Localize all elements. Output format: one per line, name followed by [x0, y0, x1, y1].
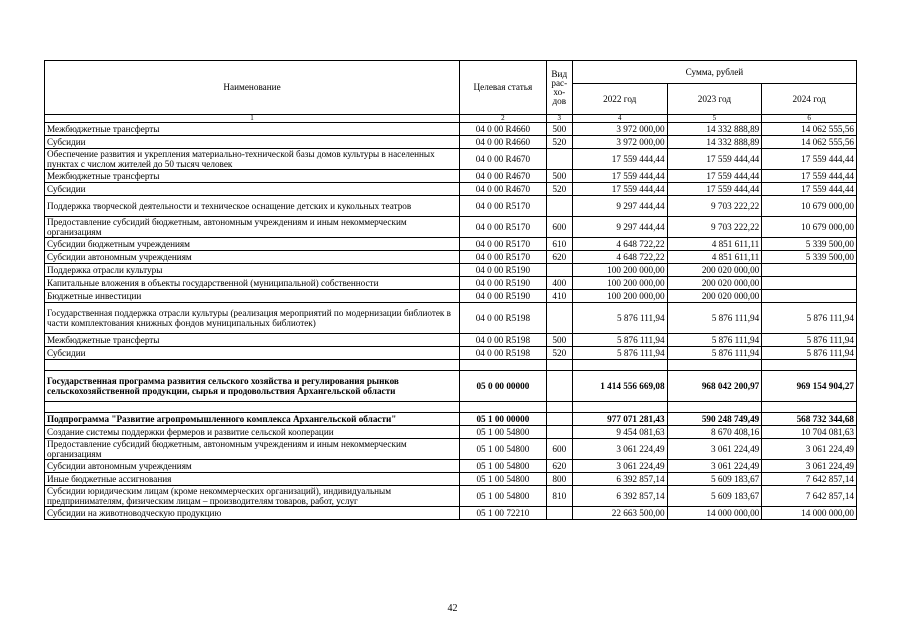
- empty-cell: [546, 402, 572, 413]
- row-target-article: 04 0 00 R5170: [460, 217, 547, 238]
- row-name: Субсидии: [45, 136, 460, 149]
- row-sum-2022: 977 071 281,43: [572, 413, 667, 426]
- row-sum-2022: 3 061 224,49: [572, 439, 667, 460]
- row-sum-2022: 5 876 111,94: [572, 303, 667, 334]
- row-name: Иные бюджетные ассигнования: [45, 473, 460, 486]
- row-target-article: 05 0 00 00000: [460, 371, 547, 402]
- row-name: Субсидии юридическим лицам (кроме некоммерческих организаций), индивидуальным предпринимателям, физическим лицам – производителям товаров, работ, услуг: [45, 486, 460, 507]
- column-index: 6: [762, 115, 857, 123]
- row-sum-2023: 17 559 444,44: [667, 183, 762, 196]
- row-target-article: 05 1 00 00000: [460, 413, 547, 426]
- row-sum-2022: 9 297 444,44: [572, 217, 667, 238]
- row-sum-2022: 17 559 444,44: [572, 149, 667, 170]
- row-name: Предоставление субсидий бюджетным, автономным учреждениям и иным некоммерческим организациям: [45, 217, 460, 238]
- row-sum-2024: 10 679 000,00: [762, 217, 857, 238]
- row-name: Создание системы поддержки фермеров и развитие сельской кооперации: [45, 426, 460, 439]
- row-target-article: 04 0 00 R5190: [460, 277, 547, 290]
- row-sum-2022: 3 061 224,49: [572, 460, 667, 473]
- row-name: Межбюджетные трансферты: [45, 170, 460, 183]
- spacer-row: [45, 402, 857, 413]
- row-sum-2024: 5 339 500,00: [762, 238, 857, 251]
- header-name: Наименование: [45, 61, 460, 115]
- row-expense-type: [546, 303, 572, 334]
- row-name: Государственная поддержка отрасли культуры (реализация мероприятий по модернизации библиотек в части комплектования книжных фондов муниципальных библиотек): [45, 303, 460, 334]
- row-sum-2023: 8 670 408,16: [667, 426, 762, 439]
- row-sum-2024: 3 061 224,49: [762, 460, 857, 473]
- row-expense-type: 410: [546, 290, 572, 303]
- row-target-article: 04 0 00 R5198: [460, 334, 547, 347]
- row-sum-2023: 590 248 749,49: [667, 413, 762, 426]
- row-target-article: 05 1 00 54800: [460, 426, 547, 439]
- row-name: Капитальные вложения в объекты государственной (муниципальной) собственности: [45, 277, 460, 290]
- row-sum-2024: 10 679 000,00: [762, 196, 857, 217]
- row-expense-type: 600: [546, 439, 572, 460]
- header-year-2024: 2024 год: [762, 84, 857, 115]
- table-row: [45, 439, 857, 460]
- row-expense-type: 810: [546, 486, 572, 507]
- row-target-article: 05 1 00 72210: [460, 507, 547, 520]
- column-index: 5: [667, 115, 762, 123]
- column-index: 2: [460, 115, 547, 123]
- row-sum-2023: 3 061 224,49: [667, 460, 762, 473]
- row-sum-2024: 5 876 111,94: [762, 303, 857, 334]
- table-row: [45, 123, 857, 136]
- empty-cell: [667, 360, 762, 371]
- row-target-article: 04 0 00 R4660: [460, 123, 547, 136]
- header-expense-type: Вид рас-хо-дов: [546, 61, 572, 115]
- table-row: [45, 196, 857, 217]
- row-sum-2023: 200 020 000,00: [667, 264, 762, 277]
- row-sum-2023: 9 703 222,22: [667, 196, 762, 217]
- row-sum-2023: 14 332 888,89: [667, 136, 762, 149]
- row-expense-type: 620: [546, 460, 572, 473]
- row-sum-2023: 14 332 888,89: [667, 123, 762, 136]
- table-row: [45, 290, 857, 303]
- table-row: [45, 426, 857, 439]
- page-number: 42: [447, 603, 458, 614]
- empty-cell: [572, 402, 667, 413]
- row-expense-type: [546, 426, 572, 439]
- empty-cell: [460, 402, 547, 413]
- row-sum-2024: 5 339 500,00: [762, 251, 857, 264]
- row-sum-2024: 969 154 904,27: [762, 371, 857, 402]
- table-row: [45, 149, 857, 170]
- row-sum-2022: 9 454 081,63: [572, 426, 667, 439]
- row-target-article: 04 0 00 R5170: [460, 251, 547, 264]
- row-sum-2024: 10 704 081,63: [762, 426, 857, 439]
- row-sum-2022: 6 392 857,14: [572, 473, 667, 486]
- row-sum-2023: 5 609 183,67: [667, 486, 762, 507]
- row-sum-2022: 1 414 556 669,08: [572, 371, 667, 402]
- row-sum-2024: 3 061 224,49: [762, 439, 857, 460]
- table-row: [45, 217, 857, 238]
- table-row: [45, 183, 857, 196]
- row-name: Государственная программа развития сельского хозяйства и регулирования рынков сельскохозяйственной продукции, сырья и продовольствия Архангельской области: [45, 371, 460, 402]
- spacer-row: [45, 360, 857, 371]
- row-expense-type: [546, 413, 572, 426]
- row-expense-type: 620: [546, 251, 572, 264]
- empty-cell: [45, 360, 460, 371]
- empty-cell: [762, 402, 857, 413]
- row-expense-type: [546, 264, 572, 277]
- table-row: [45, 334, 857, 347]
- row-sum-2024: 7 642 857,14: [762, 486, 857, 507]
- row-expense-type: 600: [546, 217, 572, 238]
- table-row: [45, 507, 857, 520]
- row-sum-2024: 14 000 000,00: [762, 507, 857, 520]
- table-row: [45, 460, 857, 473]
- row-sum-2023: 17 559 444,44: [667, 170, 762, 183]
- row-expense-type: 520: [546, 347, 572, 360]
- table-row: [45, 251, 857, 264]
- row-sum-2024: 17 559 444,44: [762, 149, 857, 170]
- row-sum-2022: 17 559 444,44: [572, 183, 667, 196]
- row-sum-2022: 3 972 000,00: [572, 123, 667, 136]
- row-name: Бюджетные инвестиции: [45, 290, 460, 303]
- row-expense-type: 500: [546, 123, 572, 136]
- row-sum-2023: 5 876 111,94: [667, 347, 762, 360]
- header-year-2023: 2023 год: [667, 84, 762, 115]
- column-index: 4: [572, 115, 667, 123]
- row-sum-2024: [762, 290, 857, 303]
- row-name: Поддержка отрасли культуры: [45, 264, 460, 277]
- row-sum-2023: 14 000 000,00: [667, 507, 762, 520]
- row-sum-2024: [762, 264, 857, 277]
- row-target-article: 05 1 00 54800: [460, 439, 547, 460]
- row-target-article: 05 1 00 54800: [460, 486, 547, 507]
- table-row: [45, 238, 857, 251]
- table-row: [45, 473, 857, 486]
- row-sum-2024: [762, 277, 857, 290]
- row-sum-2024: 14 062 555,56: [762, 136, 857, 149]
- table-row: [45, 136, 857, 149]
- header-target-article: Целевая статья: [460, 61, 547, 115]
- row-name: Субсидии бюджетным учреждениям: [45, 238, 460, 251]
- empty-cell: [572, 360, 667, 371]
- row-target-article: 04 0 00 R4670: [460, 149, 547, 170]
- row-name: Предоставление субсидий бюджетным, автономным учреждениям и иным некоммерческим организациям: [45, 439, 460, 460]
- row-sum-2022: 100 200 000,00: [572, 277, 667, 290]
- row-sum-2022: 5 876 111,94: [572, 347, 667, 360]
- row-name: Субсидии на животноводческую продукцию: [45, 507, 460, 520]
- row-sum-2022: 100 200 000,00: [572, 264, 667, 277]
- table-row: [45, 264, 857, 277]
- row-sum-2023: 968 042 200,97: [667, 371, 762, 402]
- row-sum-2022: 22 663 500,00: [572, 507, 667, 520]
- column-index: 3: [546, 115, 572, 123]
- row-sum-2023: 5 876 111,94: [667, 334, 762, 347]
- table-row: [45, 347, 857, 360]
- empty-cell: [546, 360, 572, 371]
- row-expense-type: [546, 371, 572, 402]
- row-sum-2024: 7 642 857,14: [762, 473, 857, 486]
- empty-cell: [667, 402, 762, 413]
- row-sum-2024: 17 559 444,44: [762, 183, 857, 196]
- row-target-article: 04 0 00 R5190: [460, 264, 547, 277]
- empty-cell: [460, 360, 547, 371]
- row-name: Обеспечение развития и укрепления материально-технической базы домов культуры в населенных пунктах с числом жителей до 50 тысяч человек: [45, 149, 460, 170]
- row-expense-type: 520: [546, 136, 572, 149]
- row-sum-2024: 568 732 344,68: [762, 413, 857, 426]
- row-name: Субсидии автономным учреждениям: [45, 460, 460, 473]
- row-target-article: 04 0 00 R5170: [460, 196, 547, 217]
- row-sum-2022: 3 972 000,00: [572, 136, 667, 149]
- column-index: 1: [45, 115, 460, 123]
- row-target-article: 04 0 00 R5198: [460, 303, 547, 334]
- table-row: [45, 371, 857, 402]
- row-expense-type: 500: [546, 334, 572, 347]
- row-sum-2023: 9 703 222,22: [667, 217, 762, 238]
- table-row: [45, 277, 857, 290]
- row-expense-type: 610: [546, 238, 572, 251]
- row-sum-2023: 4 851 611,11: [667, 251, 762, 264]
- header-sum: Сумма, рублей: [572, 61, 856, 84]
- row-sum-2023: 5 609 183,67: [667, 473, 762, 486]
- row-sum-2024: 5 876 111,94: [762, 334, 857, 347]
- budget-table: [44, 60, 857, 520]
- row-sum-2023: 200 020 000,00: [667, 277, 762, 290]
- row-name: Поддержка творческой деятельности и техническое оснащение детских и кукольных театров: [45, 196, 460, 217]
- row-sum-2023: 3 061 224,49: [667, 439, 762, 460]
- row-sum-2023: 4 851 611,11: [667, 238, 762, 251]
- row-expense-type: [546, 196, 572, 217]
- table-row: [45, 413, 857, 426]
- row-sum-2023: 200 020 000,00: [667, 290, 762, 303]
- row-sum-2024: 5 876 111,94: [762, 347, 857, 360]
- row-expense-type: [546, 507, 572, 520]
- row-sum-2023: 5 876 111,94: [667, 303, 762, 334]
- row-sum-2022: 4 648 722,22: [572, 238, 667, 251]
- row-expense-type: 520: [546, 183, 572, 196]
- row-sum-2022: 6 392 857,14: [572, 486, 667, 507]
- row-sum-2024: 14 062 555,56: [762, 123, 857, 136]
- row-sum-2024: 17 559 444,44: [762, 170, 857, 183]
- row-name: Межбюджетные трансферты: [45, 334, 460, 347]
- row-target-article: 04 0 00 R4670: [460, 170, 547, 183]
- table-row: [45, 170, 857, 183]
- row-target-article: 04 0 00 R5190: [460, 290, 547, 303]
- row-sum-2023: 17 559 444,44: [667, 149, 762, 170]
- row-name: Межбюджетные трансферты: [45, 123, 460, 136]
- row-expense-type: [546, 149, 572, 170]
- header-year-2022: 2022 год: [572, 84, 667, 115]
- row-sum-2022: 4 648 722,22: [572, 251, 667, 264]
- row-target-article: 04 0 00 R4660: [460, 136, 547, 149]
- row-sum-2022: 5 876 111,94: [572, 334, 667, 347]
- empty-cell: [762, 360, 857, 371]
- row-expense-type: 400: [546, 277, 572, 290]
- row-name: Субсидии: [45, 347, 460, 360]
- row-name: Подпрограмма "Развитие агропромышленного комплекса Архангельской области": [45, 413, 460, 426]
- table-row: [45, 486, 857, 507]
- row-sum-2022: 9 297 444,44: [572, 196, 667, 217]
- table-row: [45, 303, 857, 334]
- row-sum-2022: 100 200 000,00: [572, 290, 667, 303]
- row-target-article: 04 0 00 R4670: [460, 183, 547, 196]
- row-target-article: 04 0 00 R5198: [460, 347, 547, 360]
- row-sum-2022: 17 559 444,44: [572, 170, 667, 183]
- row-name: Субсидии: [45, 183, 460, 196]
- empty-cell: [45, 402, 460, 413]
- row-target-article: 05 1 00 54800: [460, 473, 547, 486]
- row-expense-type: 500: [546, 170, 572, 183]
- row-expense-type: 800: [546, 473, 572, 486]
- row-target-article: 04 0 00 R5170: [460, 238, 547, 251]
- row-target-article: 05 1 00 54800: [460, 460, 547, 473]
- row-name: Субсидии автономным учреждениям: [45, 251, 460, 264]
